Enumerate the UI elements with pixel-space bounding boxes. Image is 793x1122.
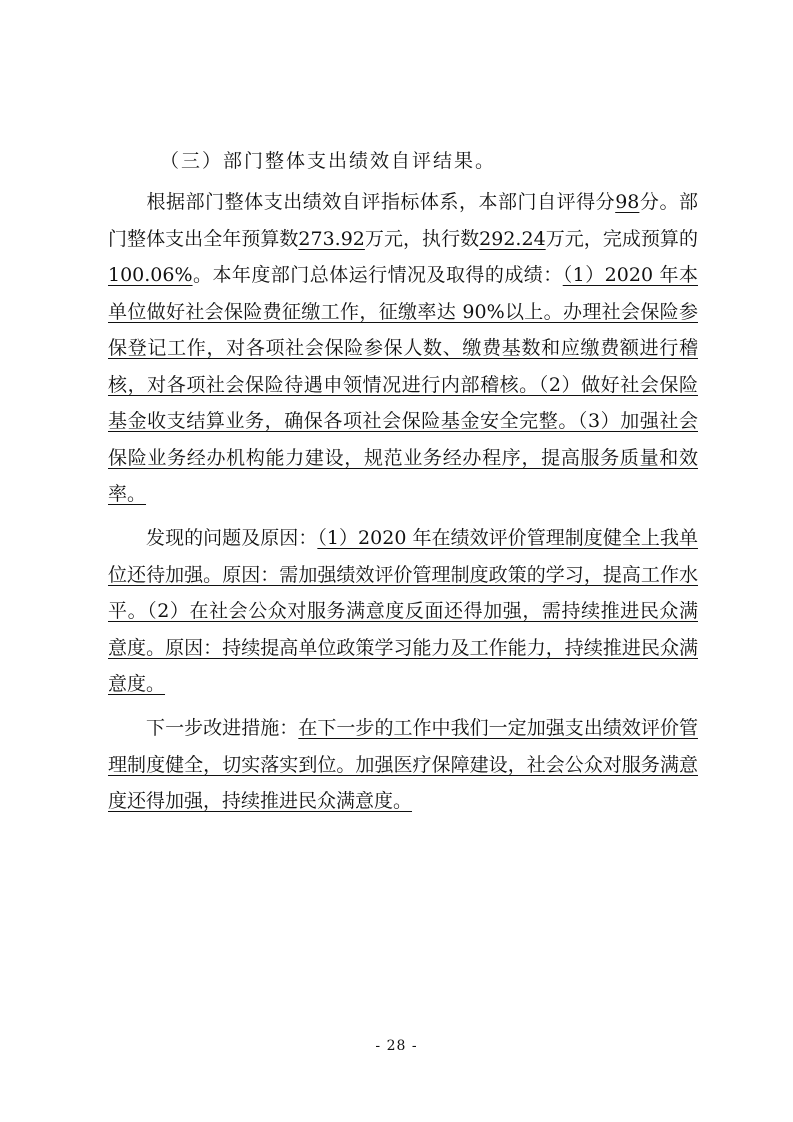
text-segment: 。本年度部门总体运行情况及取得的成绩： bbox=[192, 264, 563, 286]
text-segment: 万元，完成预算的 bbox=[545, 227, 698, 250]
completion-rate-value: 100.06% bbox=[108, 264, 193, 286]
improvements-label: 下一步改进措施： bbox=[146, 717, 299, 739]
text-segment: 分。部门整体支出全年预算数 bbox=[108, 191, 698, 250]
problems-label: 发现的问题及原因： bbox=[146, 527, 318, 549]
problems-text: （1）2020 年在绩效评价管理制度健全上我单位还待加强。原因：需加强绩效评价管理制度政策的学习，提高工作水平。（2）在社会公众对服务满意度反面还得加强，需持续推进民众满意度。原因：持续提高单位政策学习能力及工作能力，持续推进民众满意度。 bbox=[108, 527, 698, 695]
achievements-text: （1）2020 年本单位做好社会保险费征缴工作，征缴率达 90%以上。办理社会保险参保登记工作，对各项社会保险参保人数、缴费基数和应缴费额进行稽核，对各项社会保险待遇申领情况进行内部稽核。（2）做好社会保险基金收支结算业务，确保各项社会保险基金安全完整。（3）加强社会保险业务经办机构能力建设，规范业务经办程序，提高服务质量和效率。 bbox=[108, 264, 698, 505]
section-title: （三）部门整体支出绩效自评结果。 bbox=[160, 150, 497, 172]
executed-amount-value: 292.24 bbox=[479, 227, 546, 250]
text-segment: 万元，执行数 bbox=[364, 227, 480, 250]
self-evaluation-score: 98 bbox=[615, 191, 640, 213]
annual-budget-value: 273.92 bbox=[298, 227, 365, 250]
page-number: - 28 - bbox=[375, 1038, 418, 1054]
paragraph-improvements bbox=[108, 710, 698, 820]
paragraph-self-evaluation bbox=[108, 184, 698, 513]
paragraph-problems bbox=[108, 520, 698, 703]
improvements-text: 在下一步的工作中我们一定加强支出绩效评价管理制度健全，切实落实到位。加强医疗保障建设，社会公众对服务满意度还得加强，持续推进民众满意度。 bbox=[108, 717, 698, 812]
text-segment: 根据部门整体支出绩效自评指标体系，本部门自评得分 bbox=[146, 191, 616, 213]
